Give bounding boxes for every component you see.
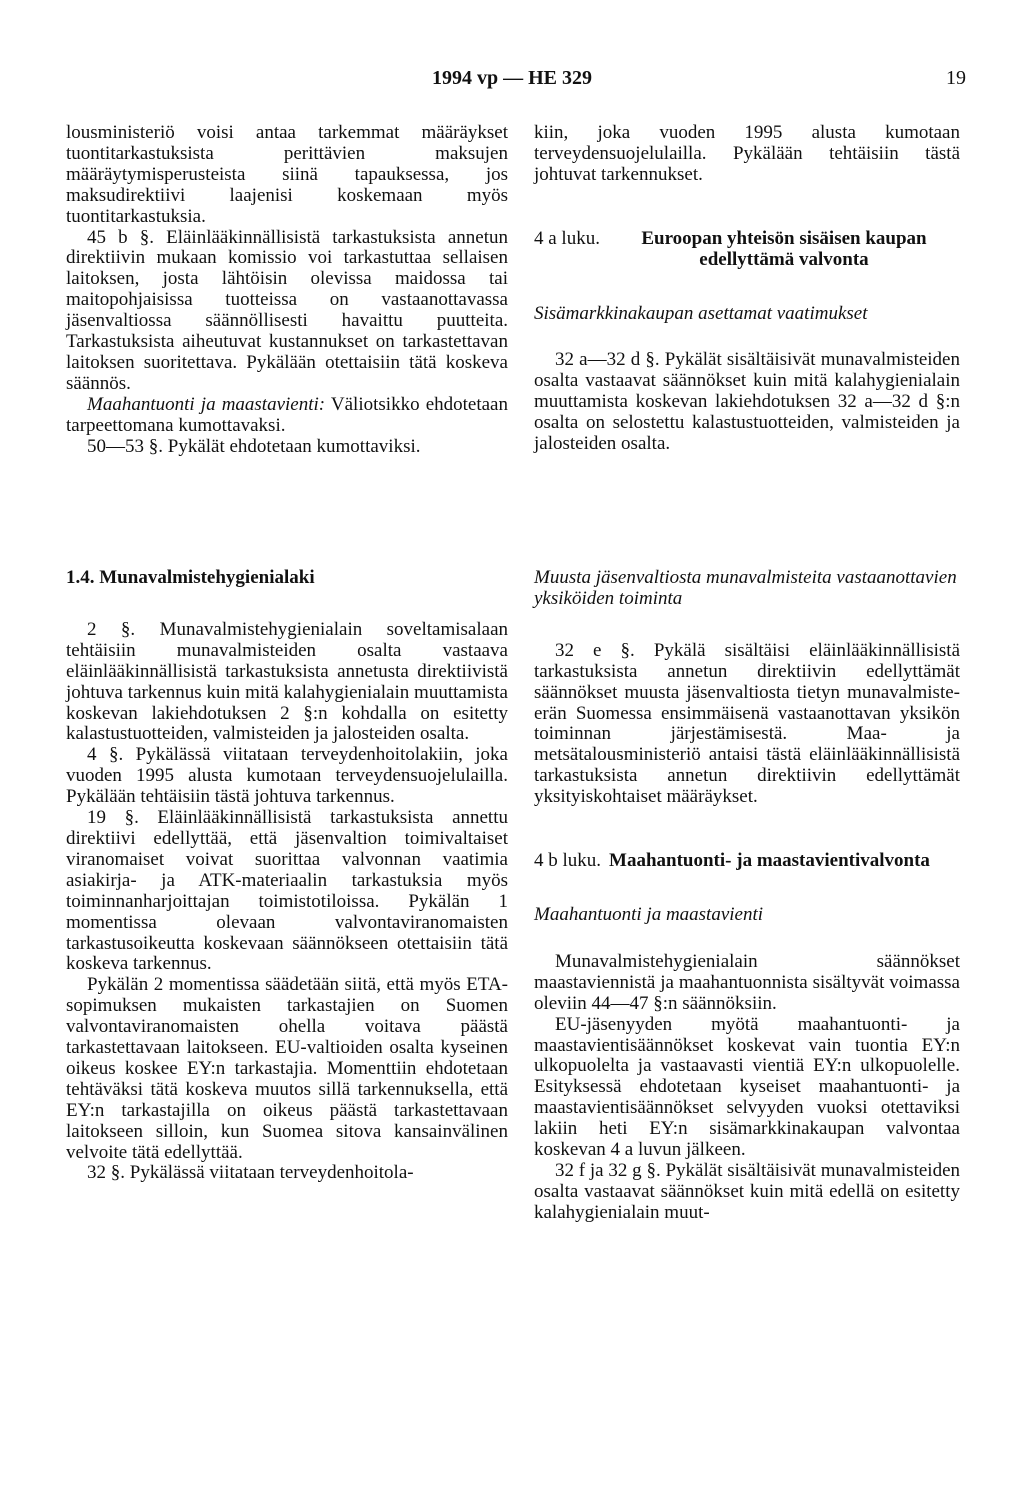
- paragraph: 32 e §. Pykälä sisältäisi eläinlääkinnällisistä tarkastuksista annetun direktiivin edellyttämät säännökset muusta jäsenvaltiosta tietyn munavalmiste-erän Suomessa ensimmäisenä vastaanottavan yksikön toiminnan järjestämisestä. Maa- ja metsätalousministeriö antaisi tästä eläinlääkinnällisistä tarkastuksista annetun direktiivin edellyttämät yksityiskohtaiset määräykset.: [534, 639, 960, 808]
- top-right-column: [534, 123, 960, 455]
- paragraph: 19 §. Eläinlääkinnällisistä tarkastuksista annettu direktiivi edellyttää, että jäsenvaltion toimivaltaiset viranomaiset voivat suorittaa valvonnan vaatimia asiakirja- ja ATK-materiaalin tarkastuksia myös toiminnanharjoittajan toimistotiloissa. Pykälän 1 momentissa olevaan valvontaviranomaisten tarkastusoikeutta koskevaan säännökseen otettaisiin tätä koskeva tarkennus.: [66, 807, 508, 975]
- paragraph: 50—53 §. Pykälät ehdotetaan kumottaviksi.: [87, 435, 421, 457]
- paragraph: 45 b §. Eläinlääkinnällisistä tarkastuksista annetun direktiivin mukaan komissio voi tarkastuttaa sellaisen laitoksen, josta lähtöisin olevissa maidossa tai maitopohjaisissa tuotteissa on vastaanottavassa jäsenvaltiossa säännöllisesti havaittu puutteita. Tarkastuksista aiheutuvat kustannukset on tarkastettavan laitoksen suoritettava. Pykälään otettaisiin tätä koskeva säännös.: [66, 226, 508, 394]
- subheading: Muusta jäsenvaltiosta munavalmisteita vastaanottavien yksiköiden toiminta: [534, 567, 957, 609]
- subheading: Sisämarkkinakaupan asettamat vaatimukset: [534, 302, 868, 324]
- paragraph: EU-jäsenyyden myötä maahantuonti- ja maastavientisäännökset koskevat vain tuontia EY:n ulkopuolelta ja vastaavasti vientiä EY:n ulkopuolelle. Esityksessä ehdotetaan kyseiset maahantuonti- ja maastavientisäännökset selvyyden vuoksi otettaviksi lakiin heti EY:n sisämarkkinakaupan valvontaa koskevan 4 a luvun jälkeen.: [534, 1013, 960, 1161]
- paragraph: 2 §. Munavalmistehygienialain soveltamisalaan tehtäisiin munavalmisteiden osalta vastaava eläinlääkinnällisistä tarkastuksista annetusta direktiivistä johtuva tarkennus kuin mitä kalahygienialain muuttamista koskevan lakiehdotuksen 2 §:n kohdalla on esitetty kalastustuotteiden, valmisteiden ja jalosteiden osalta.: [66, 618, 508, 745]
- paragraph: lousministeriö voisi antaa tarkemmat määräykset tuontitarkastuksista perittävien maksujen määräytymisperusteista siinä tapauksessa, jos maksudirektiivi laajenisi koskemaan myös tuontitarkastuksia.: [66, 122, 508, 227]
- chapter-number: 4 a luku.: [534, 227, 600, 249]
- paragraph: kiin, joka vuoden 1995 alusta kumotaan terveydensuojelulailla. Pykälään tehtäisiin tästä johtuvat tarkennukset.: [534, 122, 960, 185]
- chapter-heading: [534, 851, 960, 872]
- paragraph: 32 a—32 d §. Pykälät sisältäisivät munavalmisteiden osalta vastaavat säännökset kuin mitä kalahygienialain muuttamista koskevan lakiehdotuksen 32 a—32 d §:n osalta on selostettu kalastustuotteiden, valmisteiden ja jalosteiden osalta.: [534, 349, 960, 455]
- chapter-title: Maahantuonti- ja maastavientivalvonta: [609, 850, 930, 872]
- paragraph: 32 f ja 32 g §. Pykälät sisältäisivät munavalmisteiden osalta vastaavat säännökset kuin mitä edellä on esitetty kalahygienialain muut-: [534, 1159, 960, 1223]
- top-left-column: [66, 123, 508, 458]
- paragraph-text: Väliotsikko ehdotetaan tarpeettomana kumottavaksi.: [66, 393, 508, 436]
- chapter-number: 4 b luku.: [534, 850, 602, 872]
- page-number: 19: [946, 67, 966, 89]
- paragraph: 4 §. Pykälässä viitataan terveydenhoitolakiin, joka vuoden 1995 alusta kumotaan terveydensuojelulailla. Pykälään tehtäisiin tästä johtuva tarkennus.: [66, 744, 508, 808]
- paragraph: [66, 395, 508, 437]
- paragraph: Pykälän 2 momentissa säädetään siitä, että myös ETA-sopimuksen mukaisten tarkastajien on Suomen valvontaviranomaisten ohella voitava päästä tarkastettavaan laitokseen. EU-valtioiden osalta kyseinen oikeus koskee EY:n tarkastajia. Momenttiin ehdotetaan tehtäväksi tätä koskeva muutos sillä tarkennuksella, että EY:n tarkastajilla on oikeus päästä tarkastettavaan laitokseen silloin, kun Suomea sitova kansainvälinen velvoite tätä edellyttää.: [66, 974, 508, 1163]
- chapter-title: Euroopan yhteisön sisäisen kaupan edellyttämä valvonta: [641, 227, 927, 270]
- subheading: Maahantuonti ja maastavienti: [534, 903, 764, 925]
- paragraph: Munavalmistehygienialain säännökset maastaviennistä ja maahantuonnista sisältyvät voimassa oleviin 44—47 §:n säännöksiin.: [534, 950, 960, 1014]
- chapter-heading: [534, 229, 960, 271]
- paragraph: 32 §. Pykälässä viitataan terveydenhoitola-: [87, 1162, 414, 1184]
- running-header: 1994 vp — HE 329: [431, 67, 593, 89]
- bottom-right-column: [534, 568, 960, 1224]
- inline-italic-term: Maahantuonti ja maastavienti:: [87, 393, 326, 415]
- section-heading: 1.4. Munavalmistehygienialaki: [66, 567, 315, 588]
- bottom-left-column: [66, 568, 508, 1184]
